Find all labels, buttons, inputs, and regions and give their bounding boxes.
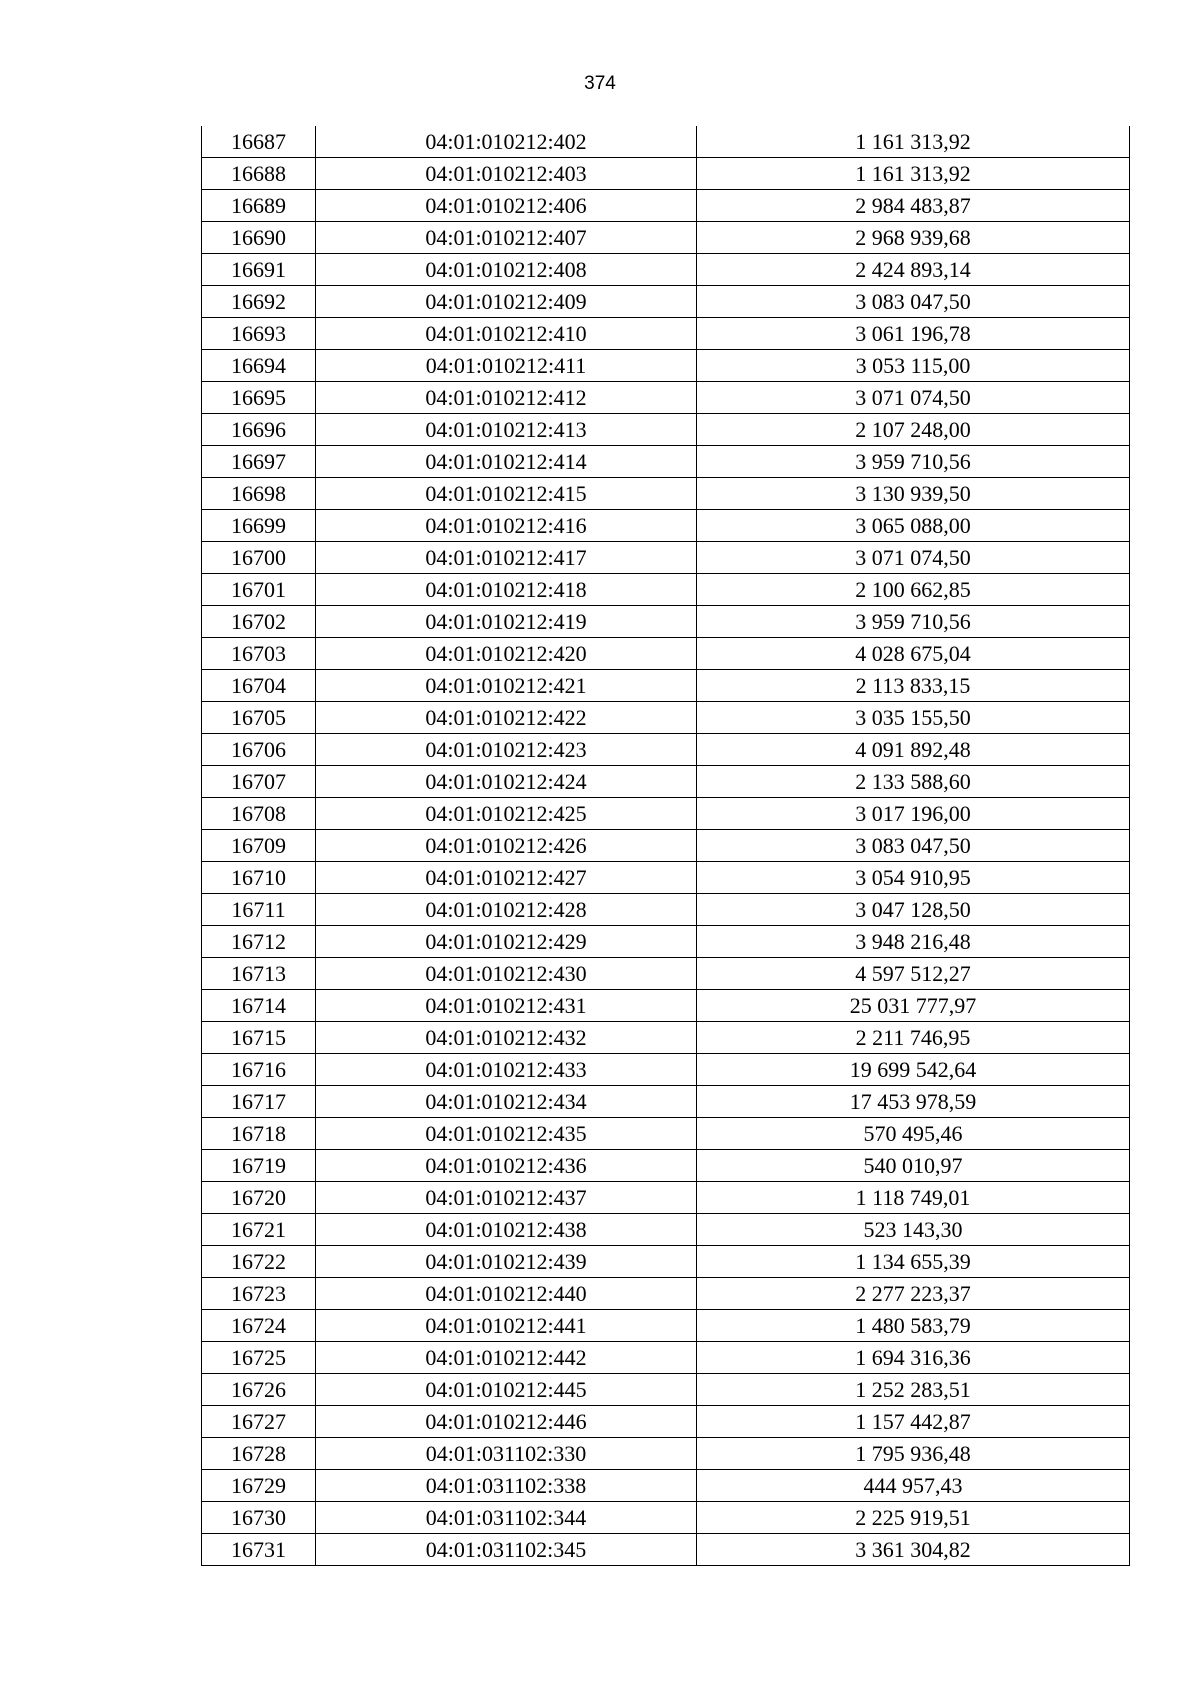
- cadastral-number-cell: 04:01:010212:436: [316, 1150, 697, 1182]
- cadastral-value-cell: 3 130 939,50: [697, 478, 1130, 510]
- cadastral-value-cell: 2 277 223,37: [697, 1278, 1130, 1310]
- table-row: [202, 286, 1130, 318]
- table-row: [202, 1182, 1130, 1214]
- row-number-cell: 16703: [202, 638, 316, 670]
- cadastral-number-cell: 04:01:031102:344: [316, 1502, 697, 1534]
- table-row: [202, 1374, 1130, 1406]
- cadastral-number-cell: 04:01:010212:442: [316, 1342, 697, 1374]
- row-number-cell: 16731: [202, 1534, 316, 1566]
- cadastral-value-cell: 523 143,30: [697, 1214, 1130, 1246]
- row-number-cell: 16706: [202, 734, 316, 766]
- table-row: [202, 318, 1130, 350]
- cadastral-number-cell: 04:01:010212:407: [316, 222, 697, 254]
- table-row: [202, 1342, 1130, 1374]
- table-row: [202, 254, 1130, 286]
- row-number-cell: 16713: [202, 958, 316, 990]
- row-number-cell: 16725: [202, 1342, 316, 1374]
- cadastral-value-cell: 2 968 939,68: [697, 222, 1130, 254]
- cadastral-value-cell: 4 028 675,04: [697, 638, 1130, 670]
- cadastral-value-cell: 3 361 304,82: [697, 1534, 1130, 1566]
- cadastral-value-cell: 540 010,97: [697, 1150, 1130, 1182]
- table-row: [202, 638, 1130, 670]
- table-row: [202, 1150, 1130, 1182]
- table-row: [202, 894, 1130, 926]
- table-row: [202, 926, 1130, 958]
- row-number-cell: 16705: [202, 702, 316, 734]
- cadastral-value-cell: 2 113 833,15: [697, 670, 1130, 702]
- cadastral-value-cell: 3 054 910,95: [697, 862, 1130, 894]
- cadastral-value-cell: 3 071 074,50: [697, 382, 1130, 414]
- row-number-cell: 16716: [202, 1054, 316, 1086]
- table-row: [202, 830, 1130, 862]
- row-number-cell: 16726: [202, 1374, 316, 1406]
- page-number: 374: [584, 73, 616, 94]
- row-number-cell: 16724: [202, 1310, 316, 1342]
- table-row: [202, 1470, 1130, 1502]
- cadastral-number-cell: 04:01:010212:421: [316, 670, 697, 702]
- cadastral-value-cell: 3 035 155,50: [697, 702, 1130, 734]
- cadastral-number-cell: 04:01:010212:408: [316, 254, 697, 286]
- row-number-cell: 16719: [202, 1150, 316, 1182]
- table-row: [202, 158, 1130, 190]
- cadastral-value-table: [201, 126, 1130, 1566]
- cadastral-number-cell: 04:01:010212:435: [316, 1118, 697, 1150]
- table-row: [202, 414, 1130, 446]
- cadastral-number-cell: 04:01:010212:430: [316, 958, 697, 990]
- table-row: [202, 222, 1130, 254]
- row-number-cell: 16700: [202, 542, 316, 574]
- cadastral-number-cell: 04:01:010212:428: [316, 894, 697, 926]
- cadastral-number-cell: 04:01:031102:330: [316, 1438, 697, 1470]
- cadastral-value-cell: 3 083 047,50: [697, 830, 1130, 862]
- table-row: [202, 542, 1130, 574]
- row-number-cell: 16707: [202, 766, 316, 798]
- cadastral-number-cell: 04:01:010212:415: [316, 478, 697, 510]
- cadastral-value-cell: 3 061 196,78: [697, 318, 1130, 350]
- cadastral-number-cell: 04:01:010212:441: [316, 1310, 697, 1342]
- table-row: [202, 1406, 1130, 1438]
- row-number-cell: 16712: [202, 926, 316, 958]
- table-row: [202, 1054, 1130, 1086]
- cadastral-number-cell: 04:01:010212:412: [316, 382, 697, 414]
- cadastral-value-cell: 1 134 655,39: [697, 1246, 1130, 1278]
- row-number-cell: 16689: [202, 190, 316, 222]
- row-number-cell: 16711: [202, 894, 316, 926]
- row-number-cell: 16721: [202, 1214, 316, 1246]
- cadastral-value-cell: 3 065 088,00: [697, 510, 1130, 542]
- cadastral-number-cell: 04:01:010212:429: [316, 926, 697, 958]
- table-row: [202, 350, 1130, 382]
- table-row: [202, 734, 1130, 766]
- cadastral-number-cell: 04:01:010212:446: [316, 1406, 697, 1438]
- row-number-cell: 16714: [202, 990, 316, 1022]
- cadastral-number-cell: 04:01:010212:410: [316, 318, 697, 350]
- cadastral-number-cell: 04:01:010212:431: [316, 990, 697, 1022]
- row-number-cell: 16698: [202, 478, 316, 510]
- row-number-cell: 16699: [202, 510, 316, 542]
- table-row: [202, 766, 1130, 798]
- cadastral-number-cell: 04:01:031102:338: [316, 1470, 697, 1502]
- cadastral-number-cell: 04:01:010212:426: [316, 830, 697, 862]
- row-number-cell: 16695: [202, 382, 316, 414]
- cadastral-number-cell: 04:01:010212:439: [316, 1246, 697, 1278]
- table-row: [202, 1214, 1130, 1246]
- row-number-cell: 16710: [202, 862, 316, 894]
- cadastral-number-cell: 04:01:010212:433: [316, 1054, 697, 1086]
- cadastral-value-cell: 1 694 316,36: [697, 1342, 1130, 1374]
- cadastral-value-cell: 1 157 442,87: [697, 1406, 1130, 1438]
- table-row: [202, 510, 1130, 542]
- row-number-cell: 16688: [202, 158, 316, 190]
- cadastral-number-cell: 04:01:010212:424: [316, 766, 697, 798]
- cadastral-number-cell: 04:01:010212:423: [316, 734, 697, 766]
- table-row: [202, 1534, 1130, 1566]
- cadastral-number-cell: 04:01:010212:402: [316, 126, 697, 158]
- cadastral-number-cell: 04:01:010212:438: [316, 1214, 697, 1246]
- cadastral-value-cell: 3 959 710,56: [697, 446, 1130, 478]
- cadastral-number-cell: 04:01:010212:437: [316, 1182, 697, 1214]
- table-row: [202, 382, 1130, 414]
- cadastral-value-cell: 3 053 115,00: [697, 350, 1130, 382]
- row-number-cell: 16717: [202, 1086, 316, 1118]
- cadastral-value-cell: 3 948 216,48: [697, 926, 1130, 958]
- cadastral-value-cell: 4 091 892,48: [697, 734, 1130, 766]
- table-row: [202, 126, 1130, 158]
- cadastral-value-cell: 3 959 710,56: [697, 606, 1130, 638]
- cadastral-value-cell: 2 424 893,14: [697, 254, 1130, 286]
- table-row: [202, 1246, 1130, 1278]
- cadastral-number-cell: 04:01:010212:406: [316, 190, 697, 222]
- cadastral-number-cell: 04:01:010212:440: [316, 1278, 697, 1310]
- cadastral-number-cell: 04:01:010212:416: [316, 510, 697, 542]
- table-row: [202, 1118, 1130, 1150]
- table-row: [202, 1022, 1130, 1054]
- table-row: [202, 1086, 1130, 1118]
- table-body: [202, 126, 1130, 1566]
- cadastral-number-cell: 04:01:010212:418: [316, 574, 697, 606]
- row-number-cell: 16697: [202, 446, 316, 478]
- cadastral-number-cell: 04:01:010212:445: [316, 1374, 697, 1406]
- table-row: [202, 1278, 1130, 1310]
- cadastral-value-cell: 3 071 074,50: [697, 542, 1130, 574]
- cadastral-value-cell: 3 083 047,50: [697, 286, 1130, 318]
- table-row: [202, 702, 1130, 734]
- cadastral-number-cell: 04:01:010212:427: [316, 862, 697, 894]
- cadastral-value-cell: 2 211 746,95: [697, 1022, 1130, 1054]
- cadastral-number-cell: 04:01:010212:425: [316, 798, 697, 830]
- row-number-cell: 16702: [202, 606, 316, 638]
- cadastral-number-cell: 04:01:010212:419: [316, 606, 697, 638]
- cadastral-value-cell: 1 480 583,79: [697, 1310, 1130, 1342]
- cadastral-value-cell: 444 957,43: [697, 1470, 1130, 1502]
- cadastral-value-cell: 1 252 283,51: [697, 1374, 1130, 1406]
- cadastral-value-cell: 2 100 662,85: [697, 574, 1130, 606]
- cadastral-value-cell: 17 453 978,59: [697, 1086, 1130, 1118]
- cadastral-value-cell: 19 699 542,64: [697, 1054, 1130, 1086]
- cadastral-value-cell: 1 161 313,92: [697, 126, 1130, 158]
- row-number-cell: 16701: [202, 574, 316, 606]
- table-row: [202, 958, 1130, 990]
- row-number-cell: 16704: [202, 670, 316, 702]
- table-row: [202, 670, 1130, 702]
- row-number-cell: 16727: [202, 1406, 316, 1438]
- cadastral-value-cell: 570 495,46: [697, 1118, 1130, 1150]
- cadastral-number-cell: 04:01:010212:432: [316, 1022, 697, 1054]
- table-row: [202, 1310, 1130, 1342]
- cadastral-value-cell: 2 133 588,60: [697, 766, 1130, 798]
- row-number-cell: 16690: [202, 222, 316, 254]
- table-row: [202, 1438, 1130, 1470]
- row-number-cell: 16730: [202, 1502, 316, 1534]
- cadastral-number-cell: 04:01:010212:413: [316, 414, 697, 446]
- cadastral-number-cell: 04:01:010212:422: [316, 702, 697, 734]
- row-number-cell: 16723: [202, 1278, 316, 1310]
- cadastral-number-cell: 04:01:010212:403: [316, 158, 697, 190]
- row-number-cell: 16722: [202, 1246, 316, 1278]
- row-number-cell: 16715: [202, 1022, 316, 1054]
- table-row: [202, 990, 1130, 1022]
- cadastral-value-cell: 2 984 483,87: [697, 190, 1130, 222]
- cadastral-value-cell: 1 118 749,01: [697, 1182, 1130, 1214]
- row-number-cell: 16720: [202, 1182, 316, 1214]
- row-number-cell: 16728: [202, 1438, 316, 1470]
- table-row: [202, 798, 1130, 830]
- cadastral-number-cell: 04:01:010212:409: [316, 286, 697, 318]
- cadastral-value-cell: 3 047 128,50: [697, 894, 1130, 926]
- row-number-cell: 16692: [202, 286, 316, 318]
- cadastral-value-cell: 3 017 196,00: [697, 798, 1130, 830]
- row-number-cell: 16691: [202, 254, 316, 286]
- table-row: [202, 446, 1130, 478]
- cadastral-value-cell: 2 107 248,00: [697, 414, 1130, 446]
- row-number-cell: 16693: [202, 318, 316, 350]
- cadastral-number-cell: 04:01:010212:411: [316, 350, 697, 382]
- cadastral-value-cell: 1 161 313,92: [697, 158, 1130, 190]
- cadastral-value-cell: 1 795 936,48: [697, 1438, 1130, 1470]
- table-row: [202, 1502, 1130, 1534]
- table-row: [202, 574, 1130, 606]
- row-number-cell: 16718: [202, 1118, 316, 1150]
- cadastral-number-cell: 04:01:010212:434: [316, 1086, 697, 1118]
- cadastral-value-cell: 2 225 919,51: [697, 1502, 1130, 1534]
- row-number-cell: 16709: [202, 830, 316, 862]
- cadastral-number-cell: 04:01:010212:414: [316, 446, 697, 478]
- row-number-cell: 16729: [202, 1470, 316, 1502]
- table-row: [202, 862, 1130, 894]
- cadastral-number-cell: 04:01:031102:345: [316, 1534, 697, 1566]
- cadastral-number-cell: 04:01:010212:417: [316, 542, 697, 574]
- cadastral-value-cell: 25 031 777,97: [697, 990, 1130, 1022]
- table-row: [202, 190, 1130, 222]
- table-row: [202, 606, 1130, 638]
- row-number-cell: 16708: [202, 798, 316, 830]
- row-number-cell: 16694: [202, 350, 316, 382]
- table-row: [202, 478, 1130, 510]
- row-number-cell: 16687: [202, 126, 316, 158]
- cadastral-value-cell: 4 597 512,27: [697, 958, 1130, 990]
- row-number-cell: 16696: [202, 414, 316, 446]
- cadastral-number-cell: 04:01:010212:420: [316, 638, 697, 670]
